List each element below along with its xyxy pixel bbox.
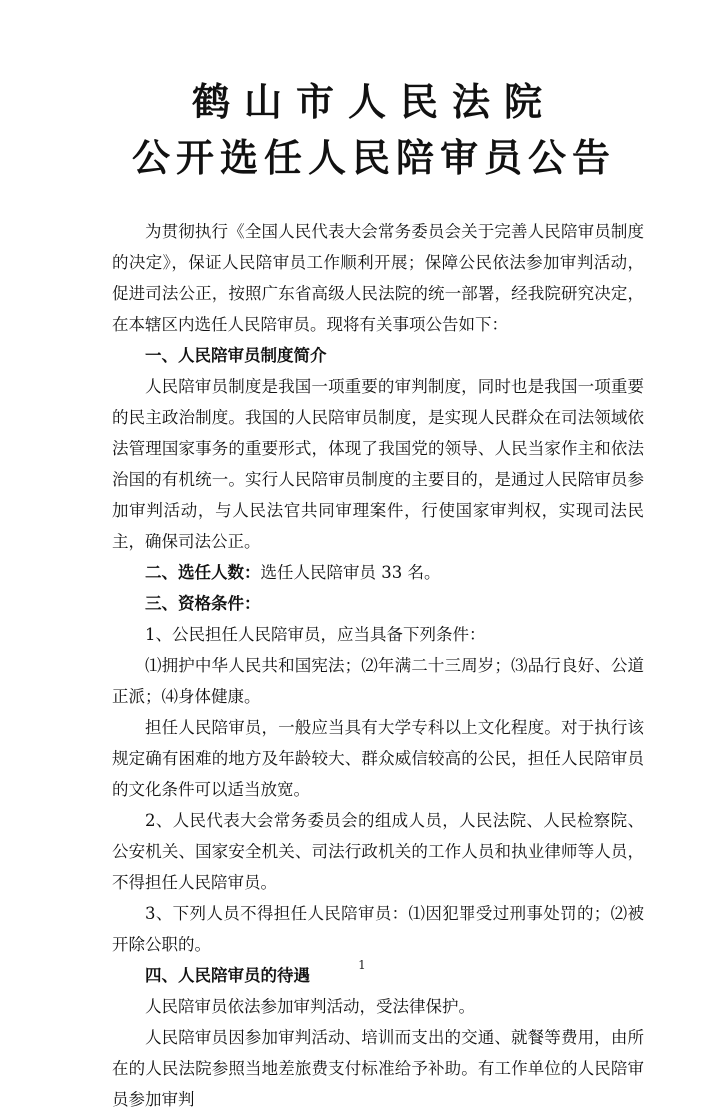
section-4-paragraph-1: 人民陪审员依法参加审判活动，受法律保护。 [145, 997, 475, 1016]
section-3-item-3: 3、下列人员不得担任人民陪审员：⑴因犯罪受过刑事处罚的；⑵被开除公职的。 [112, 904, 644, 954]
section-2-heading-line [112, 557, 644, 588]
section-3-heading: 三、资格条件： [145, 594, 261, 613]
document-body [112, 216, 644, 1115]
section-2-text: 选任人民陪审员 33 名。 [260, 563, 441, 582]
section-1-heading: 一、人民陪审员制度简介 [145, 346, 327, 365]
intro-paragraph: 为贯彻执行《全国人民代表大会常务委员会关于完善人民陪审员制度的决定》，保证人民陪审员工作顺利开展；保障公民依法参加审判活动，促进司法公正，按照广东省高级人民法院的统一部署，经我院研究决定，在本辖区内选任人民陪审员。现将有关事项公告如下： [112, 222, 644, 334]
section-3-item-2: 2、人民代表大会常务委员会的组成人员，人民法院、人民检察院、公安机关、国家安全机关、司法行政机关的工作人员和执业律师等人员，不得担任人民陪审员。 [112, 811, 644, 892]
section-3-item-1-list: ⑴拥护中华人民共和国宪法；⑵年满二十三周岁；⑶品行良好、公道正派；⑷身体健康。 [112, 656, 644, 706]
document-title-line2: 公开选任人民陪审员公告 [131, 136, 616, 180]
section-1-body: 人民陪审员制度是我国一项重要的审判制度，同时也是我国一项重要的民主政治制度。我国的人民陪审员制度，是实现人民群众在司法领域依法管理国家事务的重要形式，体现了我国党的领导、人民当家作主和依法治国的有机统一。实行人民陪审员制度的主要目的，是通过人民陪审员参加审判活动，与人民法官共同审理案件，行使国家审判权，实现司法民主，确保司法公正。 [112, 377, 644, 551]
document-title-line1: 鹤山市人民法院 [191, 80, 556, 124]
section-4-heading: 四、人民陪审员的待遇 [145, 966, 310, 985]
section-3-item-1: 1、公民担任人民陪审员，应当具备下列条件： [145, 625, 486, 644]
page-number: 1 [358, 958, 366, 972]
section-4-paragraph-2: 人民陪审员因参加审判活动、培训而支出的交通、就餐等费用，由所在的人民法院参照当地差旅费支付标准给予补助。有工作单位的人民陪审员参加审判 [112, 1028, 644, 1109]
section-2-heading: 二、选任人数： [145, 563, 261, 582]
section-3-item-1-note: 担任人民陪审员，一般应当具有大学专科以上文化程度。对于执行该规定确有困难的地方及年龄较大、群众威信较高的公民，担任人民陪审员的文化条件可以适当放宽。 [112, 718, 644, 799]
